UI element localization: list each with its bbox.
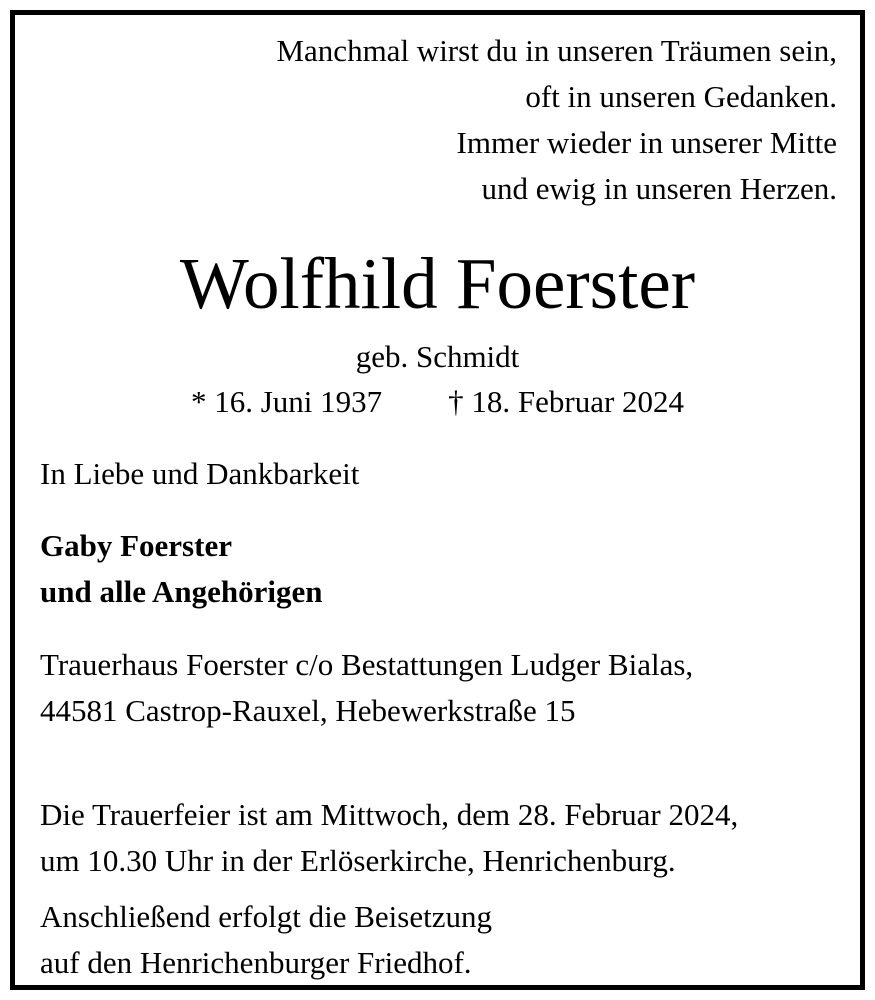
poem-line: oft in unseren Gedanken.	[525, 79, 837, 114]
burial-line: auf den Henrichenburger Friedhof.	[40, 945, 472, 980]
poem-line: Immer wieder in unserer Mitte	[456, 125, 837, 160]
mourning-address	[40, 642, 693, 734]
deceased-name: Wolfhild Foerster	[179, 243, 696, 324]
service-line: um 10.30 Uhr in der Erlöserkirche, Henrichenburg.	[40, 843, 676, 878]
family-line: Gaby Foerster	[40, 528, 232, 563]
service-line: Die Trauerfeier ist am Mittwoch, dem 28. Februar 2024,	[40, 797, 739, 832]
death-date: † 18. Februar 2024	[448, 384, 685, 419]
life-dates	[15, 382, 860, 422]
poem-line: Manchmal wirst du in unseren Träumen sein,	[276, 33, 837, 68]
funeral-service-info	[40, 792, 738, 884]
maiden-name: geb. Schmidt	[355, 339, 520, 374]
family-signature	[40, 523, 323, 615]
poem-line: und ewig in unseren Herzen.	[481, 171, 837, 206]
burial-info	[40, 894, 492, 986]
address-line: 44581 Castrop-Rauxel, Hebewerkstraße 15	[40, 693, 576, 728]
family-line: und alle Angehörigen	[40, 574, 323, 609]
obituary-frame	[10, 10, 865, 990]
birth-date: * 16. Juni 1937	[190, 384, 383, 419]
poem	[276, 28, 837, 212]
address-line: Trauerhaus Foerster c/o Bestattungen Ludger Bialas,	[40, 647, 694, 682]
burial-line: Anschließend erfolgt die Beisetzung	[40, 899, 492, 934]
thanks-line: In Liebe und Dankbarkeit	[40, 456, 360, 491]
